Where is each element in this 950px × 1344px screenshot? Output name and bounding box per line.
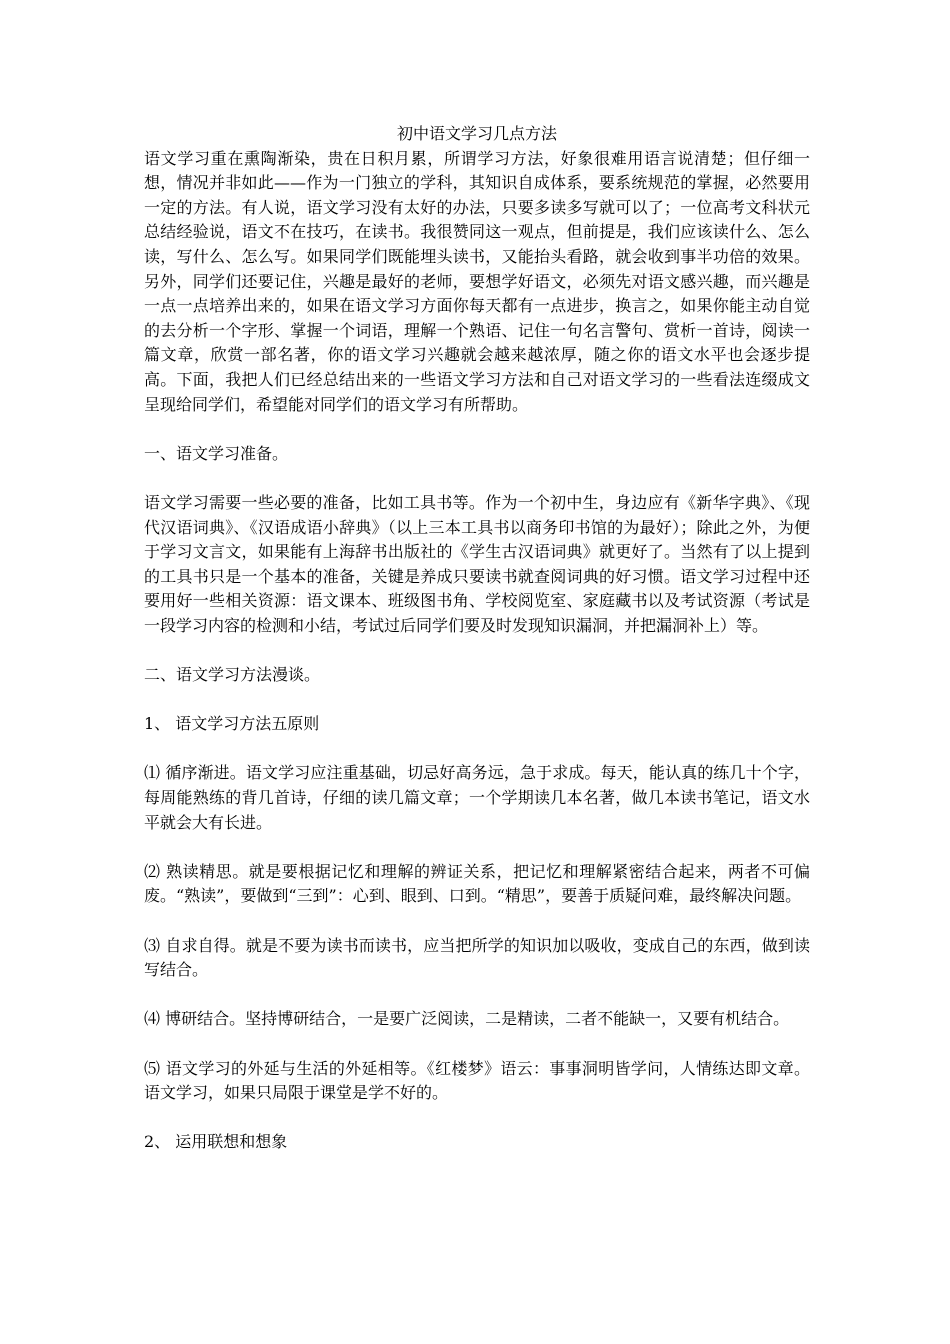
principle-item: ⑵ 熟读精思。就是要根据记忆和理解的辨证关系，把记忆和理解紧密结合起来，两者不可偏废。“熟读”，要做到“三到”：心到、眼到、口到。“精思”，要善于质疑问难，最终解决问题。 (144, 861, 810, 906)
subsection-heading-principles: 1、 语文学习方法五原则 (144, 714, 320, 734)
subsection-heading-imagination: 2、 运用联想和想象 (144, 1132, 288, 1152)
section-heading-preparation: 一、语文学习准备。 (144, 443, 289, 463)
principle-item: ⑶ 自求自得。就是不要为读书而读书，应当把所学的知识加以吸收，变成自己的东西，做到读写结合。 (144, 935, 810, 980)
intro-paragraph: 语文学习重在熏陶渐染，贵在日积月累，所谓学习方法，好象很难用语言说清楚；但仔细一想，情况并非如此——作为一门独立的学科，其知识自成体系，要系统规范的掌握，必然要用一定的方法。有人说，语文学习没有太好的办法，只要多读多写就可以了；一位高考文科状元总结经验说，语文不在技巧，在读书。我很赞同这一观点，但前提是，我们应该读什么、怎么读，写什么、怎么写。如果同学们既能埋头读书，又能抬头看路，就会收到事半功倍的效果。另外，同学们还要记住，兴趣是最好的老师，要想学好语文，必须先对语文感兴趣，而兴趣是一点一点培养出来的，如果在语文学习方面你每天都有一点进步，换言之，如果你能主动自觉的去分析一个字形、掌握一个词语，理解一个熟语、记住一句名言警句、赏析一首诗，阅读一篇文章，欣赏一部名著，你的语文学习兴趣就会越来越浓厚，随之你的语文水平也会逐步提高。下面，我把人们已经总结出来的一些语文学习方法和自己对语文学习的一些看法连缀成文呈现给同学们，希望能对同学们的语文学习有所帮助。 (144, 148, 810, 414)
principle-item: ⑷ 博研结合。坚持博研结合，一是要广泛阅读，二是精读，二者不能缺一，又要有机结合。 (144, 1009, 790, 1029)
section-heading-methods: 二、语文学习方法漫谈。 (144, 665, 321, 685)
document-title: 初中语文学习几点方法 (396, 124, 557, 143)
preparation-paragraph: 语文学习需要一些必要的准备，比如工具书等。作为一个初中生，身边应有《新华字典》、《现代汉语词典》、《汉语成语小辞典》（以上三本工具书以商务印书馆的为最好）；除此之外，为便于学习文言文，如果能有上海辞书出版社的《学生古汉语词典》就更好了。当然有了以上提到的工具书只是一个基本的准备，关键是养成只要读书就查阅词典的好习惯。语文学习过程中还要用好一些相关资源：语文课本、班级图书角、学校阅览室、家庭藏书以及考试资源（考试是一段学习内容的检测和小结，考试过后同学们要及时发现知识漏洞，并把漏洞补上）等。 (144, 492, 810, 635)
principle-item: ⑸ 语文学习的外延与生活的外延相等。《红楼梦》语云：事事洞明皆学问，人情练达即文章。语文学习，如果只局限于课堂是学不好的。 (144, 1058, 810, 1103)
document-page (144, 122, 810, 1155)
principle-item: ⑴ 循序渐进。语文学习应注重基础，切忌好高务远，急于求成。每天，能认真的练几十个字，每周能熟练的背几首诗，仔细的读几篇文章；一个学期读几本名著，做几本读书笔记，语文水平就会大有长进。 (144, 763, 810, 832)
